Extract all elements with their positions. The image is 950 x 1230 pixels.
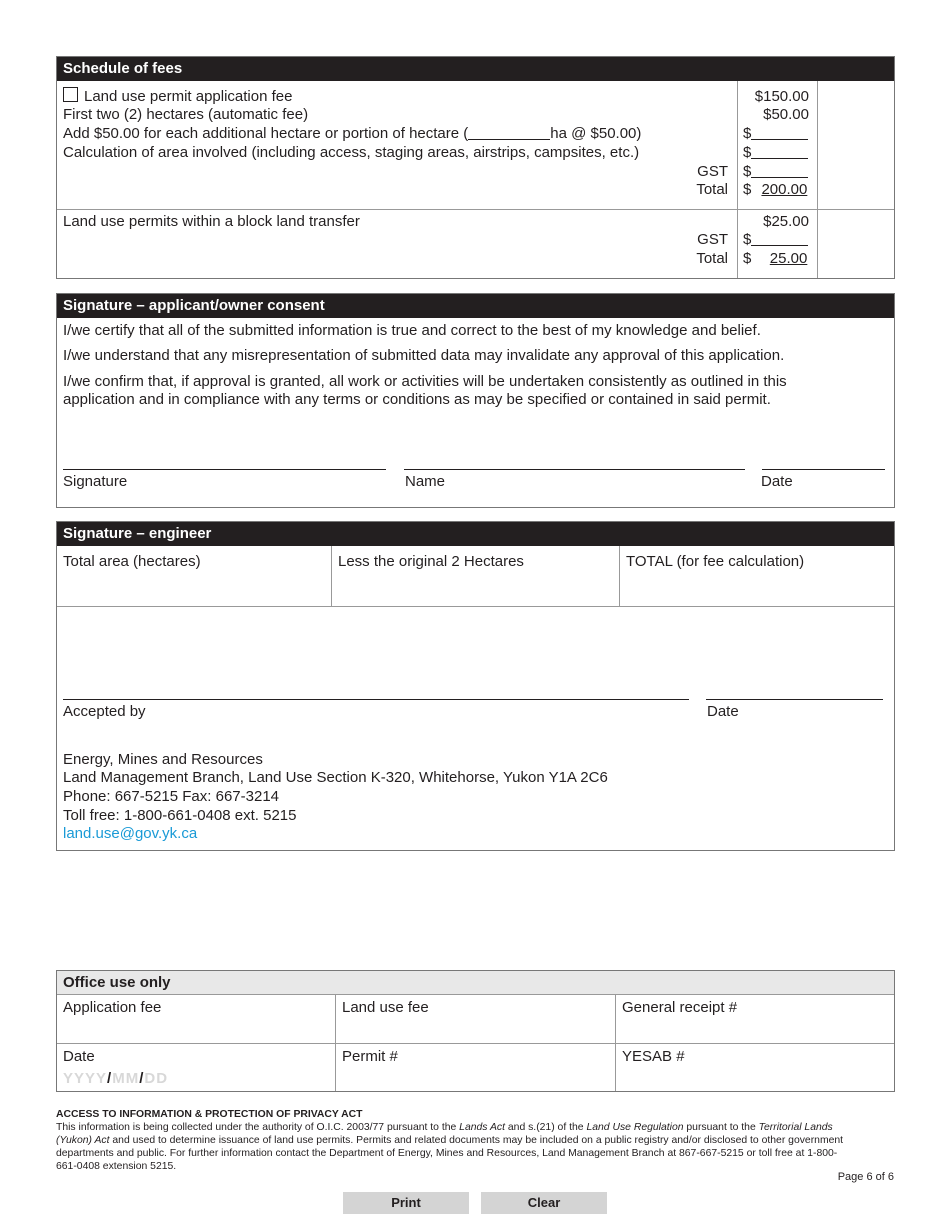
section-header: Schedule of fees [57,57,894,81]
additional-amount[interactable]: $ [743,125,808,142]
date-line[interactable] [762,469,885,470]
block-transfer-amount: $25.00 [763,213,809,230]
engineer-section [56,521,895,851]
gst-label: GST [697,163,728,180]
address-line-2: Land Management Branch, Land Use Section K-320, Whitehorse, Yukon Y1A 2C6 [63,769,608,786]
section-header: Signature – engineer [57,522,894,546]
section-header: Signature – applicant/owner consent [57,294,894,318]
calculation-label: Calculation of area involved (including access, staging areas, airstrips, campsites, etc.) [63,144,640,161]
first-two-amount: $50.00 [763,106,809,123]
email-link[interactable]: land.use@gov.yk.ca [63,825,198,842]
hectare-input[interactable] [468,127,550,140]
address-line-1: Energy, Mines and Resources [63,751,263,768]
permit-number-field[interactable]: Permit # [342,1048,398,1065]
privacy-body: This information is being collected under the authority of O.I.C. 2003/77 pursuant to the Lands Act and s.(21) of the Land Use Regulation pursuant to the Territorial Lands (Yukon) Act and used to determine issuance of land use permits. Permits and related documents may be included on a public registry and/or disclosed to other government departments and public. For further information contact the Department of Energy, Mines and Resources, Land Management Branch at 867-667-5215 or toll free at 1-800-661-0408 extension 5215. [56,1122,844,1172]
privacy-title: ACCESS TO INFORMATION & PROTECTION OF PRIVACY ACT [56,1109,363,1120]
gst-amount[interactable]: $ [743,163,808,180]
less-original-field[interactable]: Less the original 2 Hectares [338,553,524,570]
phone-fax: Phone: 667-5215 Fax: 667-3214 [63,788,279,805]
permit-fee-amount: $150.00 [754,88,809,105]
clear-button[interactable]: Clear [481,1192,607,1214]
name-line[interactable] [404,469,745,470]
accepted-by-line[interactable] [63,699,689,700]
block-total-label: Total [696,250,728,267]
total-fee-calc-field[interactable]: TOTAL (for fee calculation) [626,553,805,570]
yesab-number-field[interactable]: YESAB # [622,1048,685,1065]
toll-free: Toll free: 1-800-661-0408 ext. 5215 [63,807,297,824]
block-transfer-label: Land use permits within a block land transfer [63,213,360,230]
schedule-of-fees-section [56,56,895,279]
confirm-text-line1: I/we confirm that, if approval is granted, all work or activities will be undertaken consistently as outlined in this [63,373,787,390]
general-receipt-field[interactable]: General receipt # [622,999,738,1016]
accepted-by-label: Accepted by [63,703,146,720]
engineer-date-line[interactable] [706,699,883,700]
date-label: Date [761,473,793,490]
application-fee-field[interactable]: Application fee [63,999,162,1016]
privacy-notice [56,1108,856,1173]
office-use-section [56,970,895,1092]
office-date-label: Date [63,1048,95,1065]
block-gst-label: GST [697,231,728,248]
applicant-consent-section [56,293,895,508]
block-total-amount: $ 25.00 [743,250,808,267]
permit-fee-row: Land use permit application fee [63,87,292,105]
section-header: Office use only [57,971,894,995]
permit-fee-checkbox[interactable] [63,87,78,102]
total-area-field[interactable]: Total area (hectares) [63,553,201,570]
land-use-fee-field[interactable]: Land use fee [342,999,429,1016]
print-button[interactable]: Print [343,1192,469,1214]
signature-line[interactable] [63,469,386,470]
page-number: Page 6 of 6 [837,1171,894,1183]
confirm-text-line2: application and in compliance with any terms or conditions as may be specified or contained in said permit. [63,391,771,408]
total-label: Total [696,181,728,198]
block-gst-amount[interactable]: $ [743,231,808,248]
additional-hectare-row: Add $50.00 for each additional hectare or portion of hectare ( ha @ $50.00) [63,125,642,142]
signature-label: Signature [63,473,128,490]
name-label: Name [405,473,446,490]
office-date-input[interactable]: YYYY/MM/DD [63,1070,169,1087]
total-amount: $ 200.00 [743,181,808,198]
certify-text: I/we certify that all of the submitted information is true and correct to the best of my knowledge and belief. [63,322,761,339]
engineer-date-label: Date [707,703,739,720]
calculation-amount[interactable]: $ [743,144,808,161]
understand-text: I/we understand that any misrepresentation of submitted data may invalidate any approval of this application. [63,347,785,364]
first-two-label: First two (2) hectares (automatic fee) [63,106,309,123]
